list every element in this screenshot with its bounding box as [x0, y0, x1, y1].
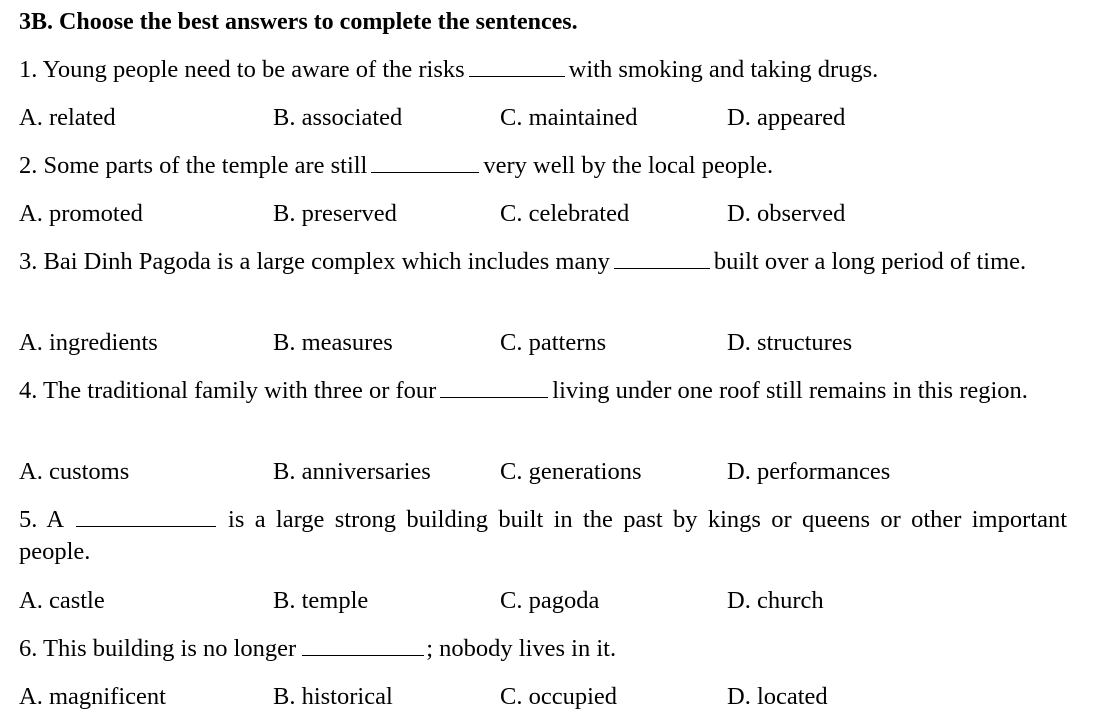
q2-option-a[interactable]: A. promoted [19, 200, 143, 227]
question-3 [19, 246, 1067, 278]
exercise-title: 3B. Choose the best answers to complete the sentences. [19, 9, 578, 35]
question-4-options [19, 456, 1067, 488]
question-3-text-before: 3. Bai Dinh Pagoda is a large complex which includes many [19, 248, 610, 275]
question-1 [19, 54, 878, 86]
answer-blank-6[interactable] [302, 633, 424, 656]
answer-blank-2[interactable] [371, 150, 479, 173]
q1-option-c[interactable]: C. maintained [500, 104, 638, 131]
question-5 [19, 504, 1067, 568]
q3-option-c[interactable]: C. patterns [500, 329, 607, 356]
q1-option-d[interactable]: D. appeared [727, 104, 846, 131]
question-5-options [19, 585, 1067, 617]
answer-blank-1[interactable] [469, 54, 565, 77]
question-3-options [19, 327, 1067, 359]
question-2-options [19, 198, 1067, 230]
q3-option-a[interactable]: A. ingredients [19, 329, 158, 356]
question-1-text-before: 1. Young people need to be aware of the risks [19, 56, 465, 83]
question-2-text-before: 2. Some parts of the temple are still [19, 152, 368, 179]
q3-option-d[interactable]: D. structures [727, 329, 853, 356]
q5-option-a[interactable]: A. castle [19, 587, 105, 614]
question-4-text-after: living under one roof still remains in this region. [552, 377, 1028, 404]
q4-option-c[interactable]: C. generations [500, 458, 642, 485]
q6-option-c[interactable]: C. occupied [500, 683, 618, 710]
q6-option-b[interactable]: B. historical [273, 683, 393, 710]
question-5-text-after: is a large strong building built in the past by kings or queens or other important people. [19, 506, 1067, 565]
question-6 [19, 633, 616, 665]
q2-option-c[interactable]: C. celebrated [500, 200, 630, 227]
q5-option-b[interactable]: B. temple [273, 587, 369, 614]
q2-option-b[interactable]: B. preserved [273, 200, 397, 227]
question-4-text-before: 4. The traditional family with three or four [19, 377, 437, 404]
question-2-text-after: very well by the local people. [483, 152, 774, 179]
q5-option-d[interactable]: D. church [727, 587, 824, 614]
q2-option-d[interactable]: D. observed [727, 200, 846, 227]
question-5-text-before: 5. A [19, 506, 65, 533]
answer-blank-5[interactable] [76, 504, 216, 527]
q6-option-d[interactable]: D. located [727, 683, 828, 710]
question-6-text-after: ; nobody lives in it. [426, 635, 617, 662]
q6-option-a[interactable]: A. magnificent [19, 683, 166, 710]
question-6-options [19, 681, 1067, 713]
question-1-options [19, 102, 1067, 134]
q4-option-a[interactable]: A. customs [19, 458, 130, 485]
answer-blank-3[interactable] [614, 246, 710, 269]
q4-option-b[interactable]: B. anniversaries [273, 458, 431, 485]
question-3-text-after: built over a long period of time. [713, 248, 1027, 275]
q5-option-c[interactable]: C. pagoda [500, 587, 600, 614]
q1-option-a[interactable]: A. related [19, 104, 116, 131]
question-6-text-before: 6. This building is no longer [19, 635, 297, 662]
q4-option-d[interactable]: D. performances [727, 458, 891, 485]
q1-option-b[interactable]: B. associated [273, 104, 403, 131]
q3-option-b[interactable]: B. measures [273, 329, 393, 356]
question-1-text-after: with smoking and taking drugs. [568, 56, 879, 83]
answer-blank-4[interactable] [440, 375, 548, 398]
question-4 [19, 375, 1067, 407]
question-2 [19, 150, 773, 182]
